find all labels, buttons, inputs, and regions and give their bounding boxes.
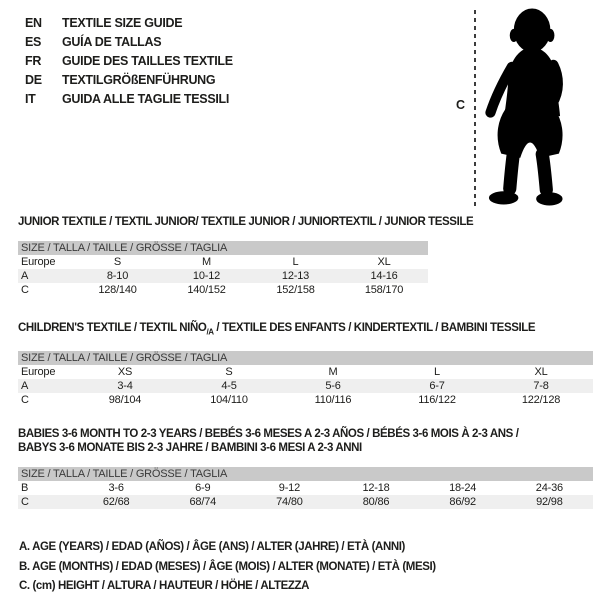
value-cell: 92/98 bbox=[536, 496, 563, 509]
size-col-cell: L bbox=[292, 256, 299, 268]
language-code: EN bbox=[25, 16, 42, 30]
children-section bbox=[18, 321, 600, 407]
size-header-row bbox=[18, 351, 593, 365]
value-cell: 86/92 bbox=[449, 496, 476, 509]
language-code: IT bbox=[25, 92, 36, 106]
table-row-c bbox=[18, 495, 593, 509]
region-cell: Europe bbox=[21, 256, 56, 268]
size-col-cell: L bbox=[434, 366, 440, 379]
value-cell: 9-12 bbox=[278, 482, 301, 495]
language-item bbox=[25, 14, 233, 33]
language-list bbox=[25, 14, 233, 109]
value-cell: 3-4 bbox=[117, 380, 133, 393]
children-title-prefix: CHILDREN'S TEXTILE / TEXTIL NIÑO bbox=[18, 322, 207, 334]
babies-section bbox=[18, 427, 600, 509]
size-col-cell: M bbox=[202, 256, 211, 268]
value-cell: 158/170 bbox=[364, 284, 404, 296]
babies-size-table bbox=[18, 467, 593, 509]
size-header-row bbox=[18, 467, 593, 481]
language-item bbox=[25, 33, 233, 52]
size-col-cell: S bbox=[225, 366, 233, 379]
language-label: GUIDE DES TAILLES TEXTILE bbox=[62, 54, 233, 68]
value-cell: 12-13 bbox=[281, 270, 310, 282]
babies-title-line2: BABYS 3-6 MONATE BIS 2-3 JAHRE / BAMBINI 3-6 MESI A 2-3 ANNI bbox=[18, 442, 362, 455]
size-col-cell: XS bbox=[117, 366, 133, 379]
size-col-cell: M bbox=[328, 366, 338, 379]
junior-size-table bbox=[18, 241, 428, 297]
value-cell: 116/122 bbox=[418, 394, 456, 407]
measure-c-label: C bbox=[456, 98, 466, 112]
row-label-cell: A bbox=[21, 380, 29, 393]
size-header-cell: SIZE / TALLA / TAILLE / GRÖSSE / TAGLIA bbox=[18, 467, 593, 481]
children-size-table bbox=[18, 351, 593, 407]
language-label: GUIDA ALLE TAGLIE TESSILI bbox=[62, 92, 230, 106]
row-label-cell: C bbox=[21, 394, 29, 407]
value-cell: 10-12 bbox=[192, 270, 221, 282]
language-label: TEXTILE SIZE GUIDE bbox=[62, 16, 183, 30]
value-cell: 128/140 bbox=[98, 284, 137, 296]
value-cell: 14-16 bbox=[370, 270, 398, 282]
value-cell: 12-18 bbox=[362, 482, 390, 495]
table-row-b bbox=[18, 481, 593, 495]
row-label-cell: B bbox=[21, 482, 29, 495]
value-cell: 5-6 bbox=[325, 380, 341, 393]
value-cell: 24-36 bbox=[535, 482, 563, 495]
value-cell: 110/116 bbox=[314, 394, 352, 407]
junior-title: JUNIOR TEXTILE / TEXTIL JUNIOR/ TEXTILE JUNIOR / JUNIORTEXTIL / JUNIOR TESSILE bbox=[18, 216, 474, 228]
size-header-cell: SIZE / TALLA / TAILLE / GRÖSSE / TAGLIA bbox=[18, 241, 428, 255]
size-header-cell: SIZE / TALLA / TAILLE / GRÖSSE / TAGLIA bbox=[18, 351, 593, 365]
babies-title-line1: BABIES 3-6 MONTH TO 2-3 YEARS / BEBÉS 3-6 MESES A 2-3 AÑOS / BÉBÉS 3-6 MOIS À 2-3 ANS / bbox=[18, 428, 519, 441]
children-title bbox=[18, 321, 600, 339]
children-title-subscript: /A bbox=[206, 327, 214, 337]
legend-notes bbox=[19, 538, 600, 597]
language-item bbox=[25, 90, 233, 109]
babies-title bbox=[18, 427, 600, 455]
header bbox=[0, 0, 600, 210]
value-cell: 98/104 bbox=[108, 394, 142, 407]
language-code: ES bbox=[25, 35, 42, 49]
language-item bbox=[25, 52, 233, 71]
size-col-cell: S bbox=[113, 256, 122, 268]
junior-section bbox=[18, 215, 600, 297]
value-cell: 62/68 bbox=[102, 496, 130, 509]
legend-note-c: C. (cm) HEIGHT / ALTURA / HAUTEUR / HÖHE / ALTEZZA bbox=[19, 580, 310, 593]
value-cell: 7-8 bbox=[533, 380, 549, 393]
table-row-a bbox=[18, 269, 428, 283]
height-measure-figure bbox=[440, 0, 600, 210]
value-cell: 122/128 bbox=[521, 394, 561, 407]
value-cell: 152/158 bbox=[276, 284, 315, 296]
value-cell: 140/152 bbox=[187, 284, 226, 296]
size-col-cell: XL bbox=[534, 366, 548, 379]
language-item bbox=[25, 71, 233, 90]
value-cell: 3-6 bbox=[108, 482, 124, 495]
value-cell: 8-10 bbox=[106, 270, 129, 282]
toddler-silhouette-image bbox=[485, 8, 567, 206]
value-cell: 80/86 bbox=[362, 496, 390, 509]
value-cell: 104/110 bbox=[210, 394, 248, 407]
value-cell: 6-7 bbox=[429, 380, 445, 393]
language-label: TEXTILGRÖßENFÜHRUNG bbox=[62, 73, 216, 87]
value-cell: 74/80 bbox=[276, 496, 303, 509]
language-code: FR bbox=[25, 54, 42, 68]
table-row-a bbox=[18, 379, 593, 393]
region-cell: Europe bbox=[21, 366, 56, 379]
value-cell: 4-5 bbox=[221, 380, 237, 393]
value-cell: 18-24 bbox=[449, 482, 477, 495]
row-label-cell: C bbox=[21, 284, 29, 296]
legend-note-b: B. AGE (MONTHS) / EDAD (MESES) / ÂGE (MOIS) / ALTER (MONATE) / ETÀ (MESI) bbox=[19, 560, 436, 573]
columns-row bbox=[18, 255, 428, 269]
row-label-cell: C bbox=[21, 496, 29, 509]
row-label-cell: A bbox=[21, 270, 29, 282]
table-row-c bbox=[18, 283, 428, 297]
size-header-row bbox=[18, 241, 428, 255]
value-cell: 6-9 bbox=[195, 482, 211, 495]
language-code: DE bbox=[25, 73, 42, 87]
height-dashed-line bbox=[474, 10, 476, 206]
children-title-suffix: / TEXTILE DES ENFANTS / KINDERTEXTIL / BAMBINI TESSILE bbox=[213, 322, 536, 334]
language-label: GUÍA DE TALLAS bbox=[62, 35, 162, 49]
value-cell: 68/74 bbox=[189, 496, 217, 509]
legend-note-a: A. AGE (YEARS) / EDAD (AÑOS) / ÂGE (ANS) / ALTER (JAHRE) / ETÀ (ANNI) bbox=[19, 541, 405, 554]
table-row-c bbox=[18, 393, 593, 407]
size-col-cell: XL bbox=[377, 256, 391, 268]
columns-row bbox=[18, 365, 593, 379]
